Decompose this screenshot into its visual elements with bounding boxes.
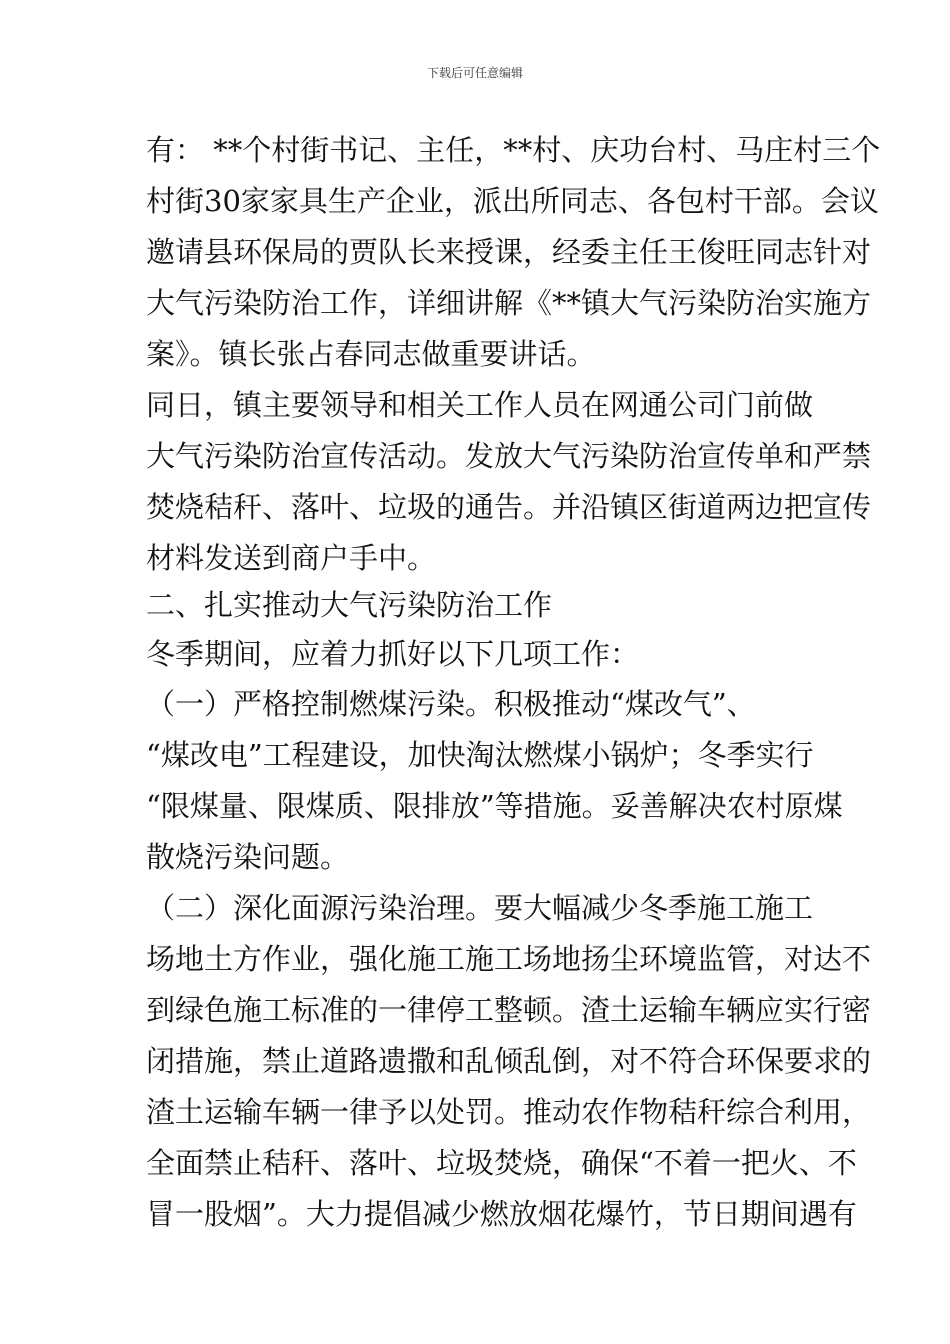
body-line: 材料发送到商户手中。 (146, 541, 437, 575)
body-line: 冒一股烟”。大力提倡减少燃放烟花爆竹，节日期间遇有 (146, 1197, 857, 1231)
body-line: 散烧污染问题。 (146, 840, 350, 874)
page-header: 下载后可任意编辑 (426, 66, 523, 80)
body-line: 有： **个村街书记、主任，**村、庆功台村、马庄村三个 (146, 133, 881, 167)
body-line: 案》。镇长张占春同志做重要讲话。 (146, 337, 596, 371)
body-line: “限煤量、限煤质、限排放”等措施。妥善解决农村原煤 (146, 789, 843, 823)
body-line: 焚烧秸秆、落叶、垃圾的通告。并沿镇区街道两边把宣传 (146, 490, 872, 524)
section-heading: 二、扎实推动大气污染防治工作 (146, 588, 553, 622)
body-line: 闭措施，禁止道路遗撒和乱倾乱倒，对不符合环保要求的 (146, 1044, 872, 1078)
body-line: 同日，镇主要领导和相关工作人员在网通公司门前做 (146, 388, 814, 422)
body-line: 渣土运输车辆一律予以处罚。推动农作物秸秆综合利用， (146, 1095, 872, 1129)
body-line: 全面禁止秸秆、落叶、垃圾焚烧，确保“不着一把火、不 (146, 1146, 857, 1180)
body-line: （一）严格控制燃煤污染。积极推动“煤改气”、 (146, 687, 756, 721)
body-line: 邀请县环保局的贾队长来授课，经委主任王俊旺同志针对 (146, 235, 872, 269)
body-line: 大气污染防治宣传活动。发放大气污染防治宣传单和严禁 (146, 439, 872, 473)
body-line: 大气污染防治工作，详细讲解《**镇大气污染防治实施方 (146, 286, 872, 320)
body-line: 村街30家家具生产企业，派出所同志、各包村干部。会议 (146, 184, 879, 218)
body-line: “煤改电”工程建设，加快淘汰燃煤小锅炉；冬季实行 (146, 738, 814, 772)
body-line: （二）深化面源污染治理。要大幅减少冬季施工施工 (146, 891, 814, 925)
body-line: 场地土方作业，强化施工施工场地扬尘环境监管，对达不 (146, 942, 872, 976)
body-line: 到绿色施工标准的一律停工整顿。渣土运输车辆应实行密 (146, 993, 872, 1027)
body-line: 冬季期间，应着力抓好以下几项工作： (146, 637, 640, 671)
